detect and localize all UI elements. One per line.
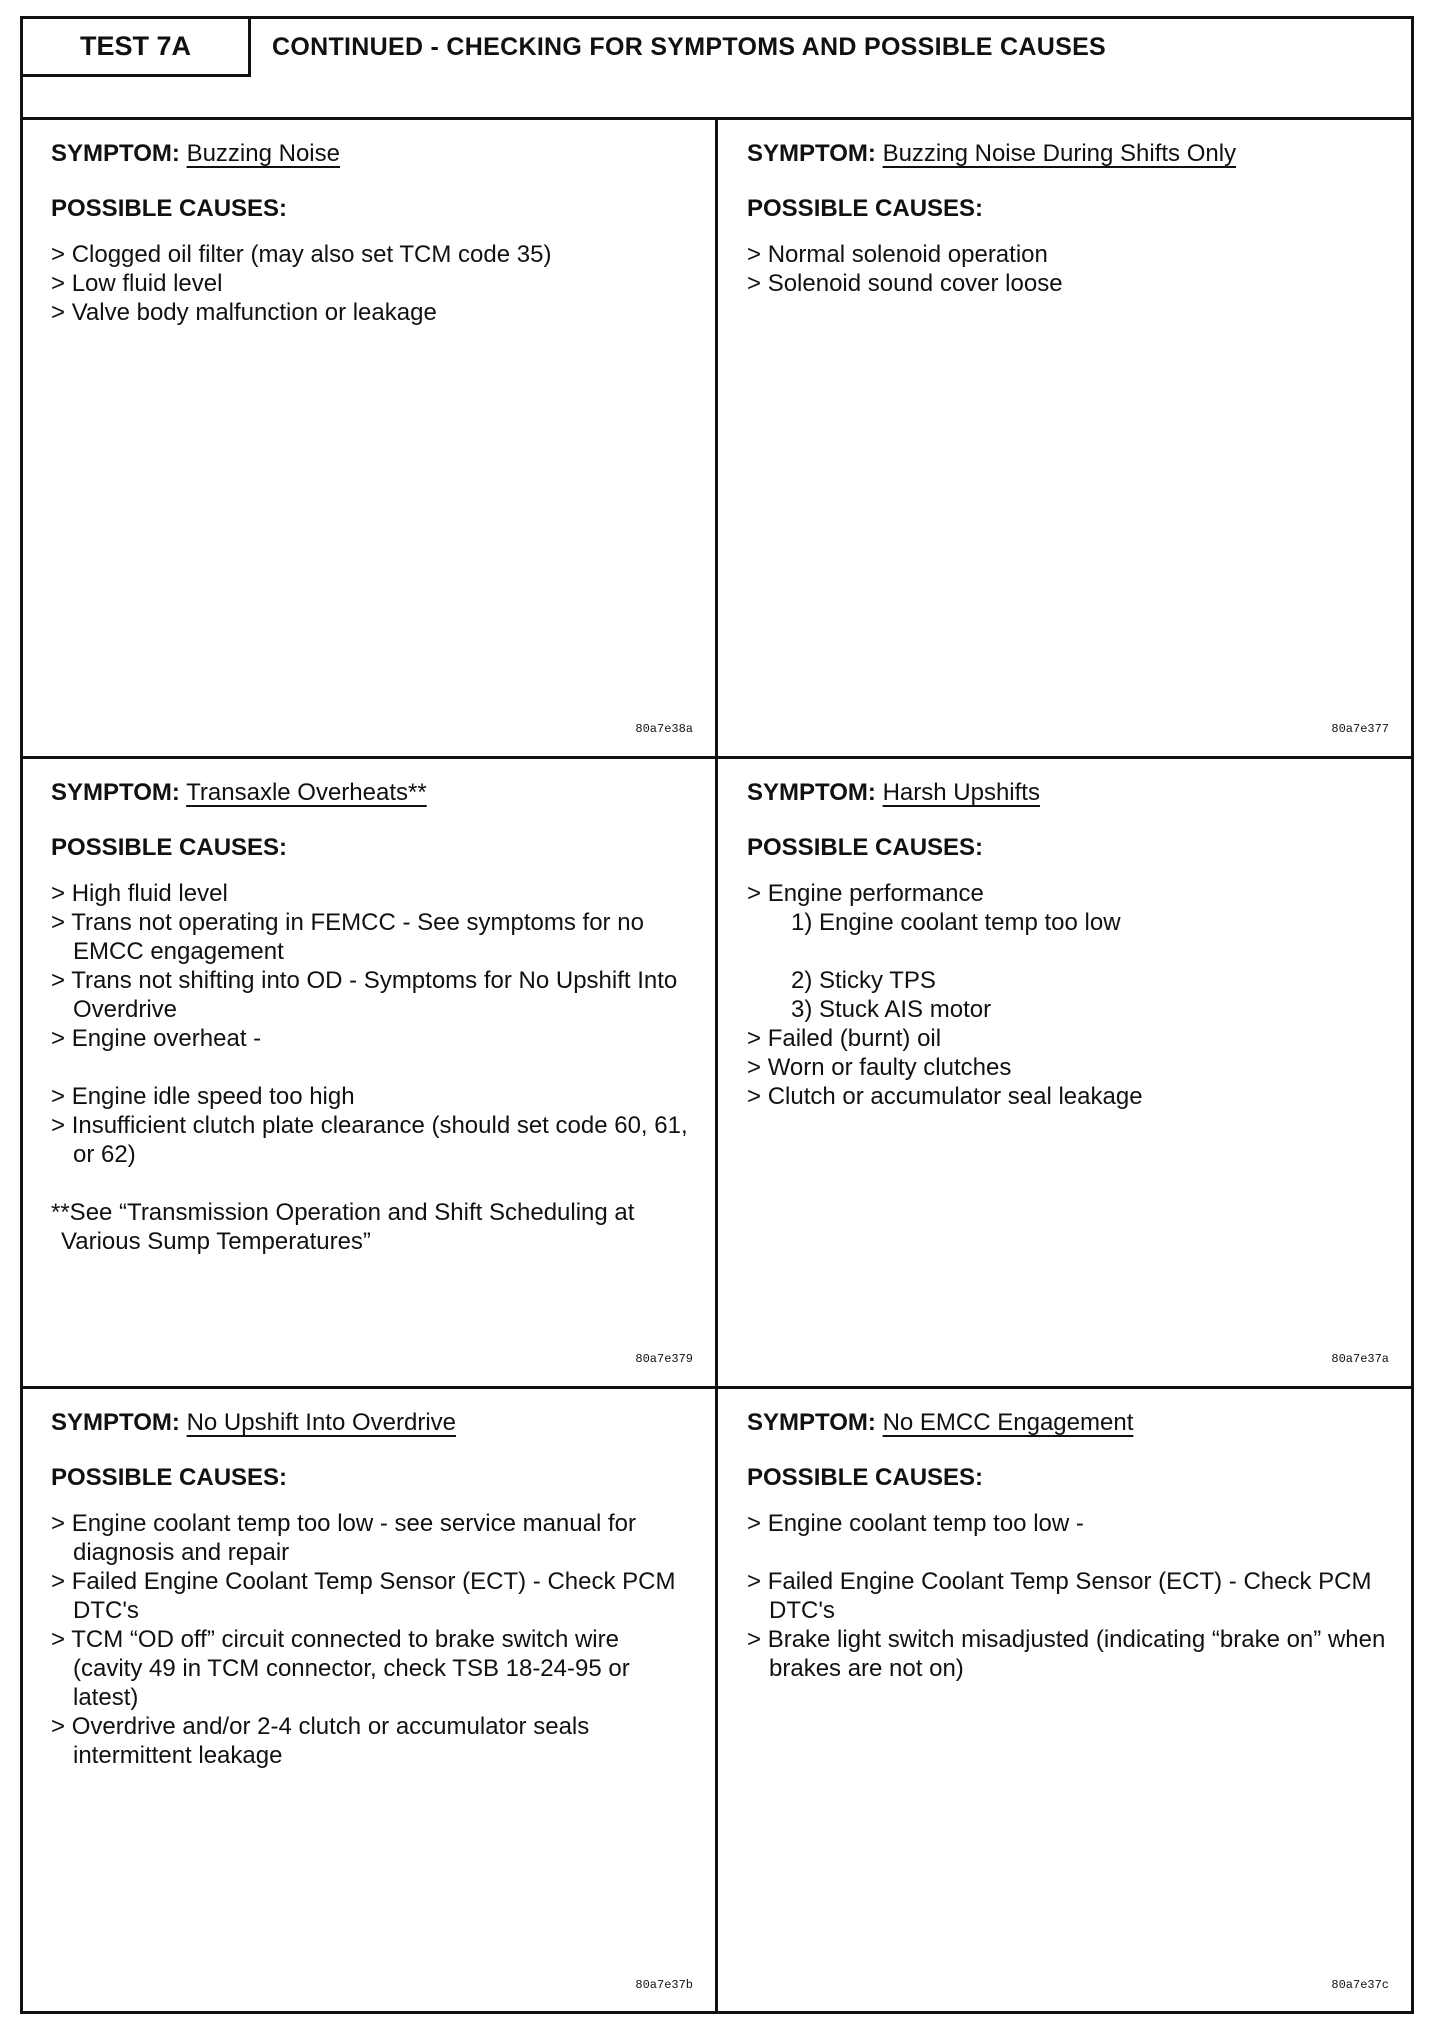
cause-item: > Overdrive and/or 2-4 clutch or accumulator seals intermittent leakage: [51, 1712, 691, 1770]
test-id-box: TEST 7A: [23, 19, 251, 77]
cause-item: > Normal solenoid operation: [747, 240, 1387, 269]
possible-causes-label: POSSIBLE CAUSES:: [747, 1464, 984, 1491]
footnote: **See “Transmission Operation and Shift Scheduling at Various Sump Temperatures”: [51, 1199, 635, 1255]
sub-cause-item: 2) Sticky TPS: [791, 967, 936, 994]
symptom-line: [747, 779, 1040, 807]
symptom-name: Buzzing Noise: [186, 140, 340, 167]
spacer: [51, 1053, 691, 1082]
symptom-panel-transaxle-overheats: [23, 759, 715, 1386]
symptom-label: SYMPTOM:: [51, 140, 180, 167]
symptom-line: [747, 1409, 1133, 1437]
possible-causes-label: POSSIBLE CAUSES:: [747, 195, 984, 222]
causes-list: [747, 879, 1387, 1111]
symptom-line: [51, 779, 427, 807]
spacer: [747, 1538, 1387, 1567]
symptom-label: SYMPTOM:: [747, 779, 876, 806]
cause-item: > Engine coolant temp too low - see service manual for diagnosis and repair: [51, 1509, 691, 1567]
symptom-label: SYMPTOM:: [747, 140, 876, 167]
spacer: [747, 937, 1387, 966]
symptom-panel-harsh-upshifts: [718, 759, 1411, 1386]
cause-item: > Solenoid sound cover loose: [747, 269, 1387, 298]
symptom-line: [51, 1409, 456, 1437]
cause-item: > Engine coolant temp too low -: [747, 1509, 1387, 1538]
symptom-line: [51, 140, 340, 168]
possible-causes-label: POSSIBLE CAUSES:: [51, 1464, 288, 1491]
header-title: CONTINUED - CHECKING FOR SYMPTOMS AND POSSIBLE CAUSES: [272, 33, 1107, 61]
symptom-name: Harsh Upshifts: [882, 779, 1040, 806]
cause-item: > TCM “OD off” circuit connected to brake switch wire (cavity 49 in TCM connector, check TSB 18-24-95 or latest): [51, 1625, 691, 1712]
symptom-label: SYMPTOM:: [747, 1409, 876, 1436]
symptom-panel-buzzing-noise-during-shifts: [718, 120, 1411, 756]
sub-cause-item: 3) Stuck AIS motor: [791, 996, 992, 1023]
causes-list: [747, 1509, 1387, 1683]
cause-item: > Engine overheat -: [51, 1024, 691, 1053]
symptom-label: SYMPTOM:: [51, 1409, 180, 1436]
cause-item: > Engine idle speed too high: [51, 1082, 691, 1111]
cause-item: > Insufficient clutch plate clearance (should set code 60, 61, or 62): [51, 1111, 691, 1169]
causes-list: [51, 879, 691, 1256]
cause-item: > Failed Engine Coolant Temp Sensor (ECT) - Check PCM DTC's: [51, 1567, 691, 1625]
causes-list: [51, 240, 691, 327]
cause-item: > Engine performance: [747, 879, 1387, 908]
causes-list: [747, 240, 1387, 298]
header: [23, 19, 1411, 120]
cause-item: > Low fluid level: [51, 269, 691, 298]
possible-causes-label: POSSIBLE CAUSES:: [51, 195, 288, 222]
figure-code: 80a7e37c: [1331, 1978, 1389, 1992]
symptom-name: Transaxle Overheats**: [186, 779, 427, 806]
possible-causes-label: POSSIBLE CAUSES:: [747, 834, 984, 861]
symptom-name: Buzzing Noise During Shifts Only: [882, 140, 1237, 167]
cause-item: > Failed (burnt) oil: [747, 1024, 1387, 1053]
possible-causes-label: POSSIBLE CAUSES:: [51, 834, 288, 861]
symptom-grid: [23, 120, 1411, 2011]
cause-item: > Trans not operating in FEMCC - See symptoms for no EMCC engagement: [51, 908, 691, 966]
cause-item: > Clogged oil filter (may also set TCM code 35): [51, 240, 691, 269]
symptom-panel-no-upshift-into-overdrive: [23, 1389, 715, 2012]
figure-code: 80a7e37b: [635, 1978, 693, 1992]
cause-item: > Failed Engine Coolant Temp Sensor (ECT) - Check PCM DTC's: [747, 1567, 1387, 1625]
cause-item: > Trans not shifting into OD - Symptoms for No Upshift Into Overdrive: [51, 966, 691, 1024]
figure-code: 80a7e37a: [1331, 1352, 1389, 1366]
cause-item: > Clutch or accumulator seal leakage: [747, 1082, 1387, 1111]
figure-code: 80a7e379: [635, 1352, 693, 1366]
causes-list: [51, 1509, 691, 1770]
document-page: [20, 16, 1414, 2014]
symptom-panel-buzzing-noise: [23, 120, 715, 756]
symptom-panel-no-emcc-engagement: [718, 1389, 1411, 2012]
cause-item: > Worn or faulty clutches: [747, 1053, 1387, 1082]
cause-item: > Brake light switch misadjusted (indicating “brake on” when brakes are not on): [747, 1625, 1387, 1683]
symptom-name: No EMCC Engagement: [882, 1409, 1134, 1436]
figure-code: 80a7e377: [1331, 722, 1389, 736]
symptom-line: [747, 140, 1236, 168]
sub-cause-item: 1) Engine coolant temp too low: [791, 909, 1121, 936]
cause-item: > High fluid level: [51, 879, 691, 908]
symptom-label: SYMPTOM:: [51, 779, 180, 806]
symptom-name: No Upshift Into Overdrive: [186, 1409, 457, 1436]
figure-code: 80a7e38a: [635, 722, 693, 736]
cause-item: > Valve body malfunction or leakage: [51, 298, 691, 327]
